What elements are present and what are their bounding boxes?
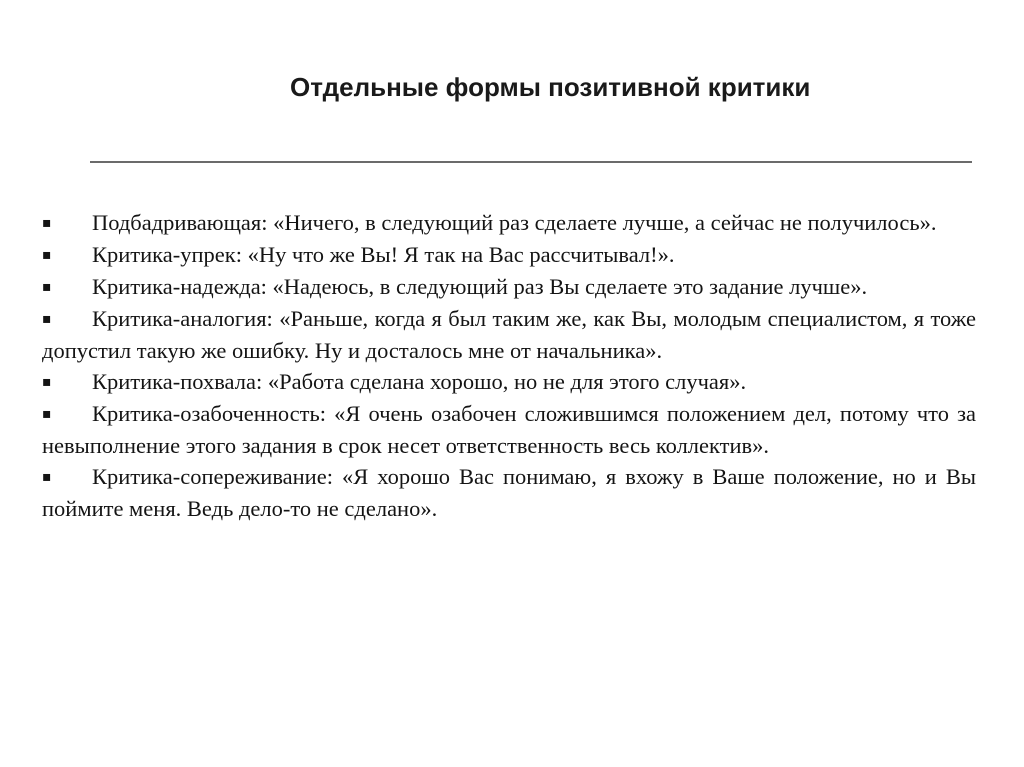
list-item <box>42 366 976 398</box>
list-item <box>42 303 976 366</box>
list-item-text: Критика-озабоченность: «Я очень озабочен сложившимся положением дел, потому что за невыполнение этого задания в срок несет ответственность весь коллектив». <box>42 401 976 458</box>
square-bullet-icon: ▪ <box>42 279 52 295</box>
square-bullet-icon: ▪ <box>42 215 52 231</box>
criticism-list <box>42 207 976 524</box>
square-bullet-icon: ▪ <box>42 247 52 263</box>
list-item <box>42 239 976 271</box>
slide-title: Отдельные формы позитивной критики <box>290 72 811 102</box>
square-bullet-icon: ▪ <box>42 406 52 422</box>
list-item-text: Критика-аналогия: «Раньше, когда я был таким же, как Вы, молодым специалистом, я тоже допустил такую же ошибку. Ну и досталось мне от начальника». <box>42 306 976 363</box>
list-item-text: Критика-упрек: «Ну что же Вы! Я так на Вас рассчитывал!». <box>92 242 675 267</box>
list-item <box>42 398 976 461</box>
square-bullet-icon: ▪ <box>42 311 52 327</box>
square-bullet-icon: ▪ <box>42 469 52 485</box>
square-bullet-icon: ▪ <box>42 374 52 390</box>
list-item-text: Критика-сопереживание: «Я хорошо Вас понимаю, я вхожу в Ваше положение, но и Вы поймите меня. Ведь дело-то не сделано». <box>42 464 976 521</box>
list-item-text: Критика-надежда: «Надеюсь, в следующий раз Вы сделаете это задание лучше». <box>92 274 868 299</box>
list-item-text: Подбадривающая: «Ничего, в следующий раз сделаете лучше, а сейчас не получилось». <box>92 210 937 235</box>
list-item-text: Критика-похвала: «Работа сделана хорошо, но не для этого случая». <box>92 369 747 394</box>
list-item <box>42 207 976 239</box>
list-item <box>42 461 976 524</box>
title-divider <box>90 161 972 163</box>
list-item <box>42 271 976 303</box>
